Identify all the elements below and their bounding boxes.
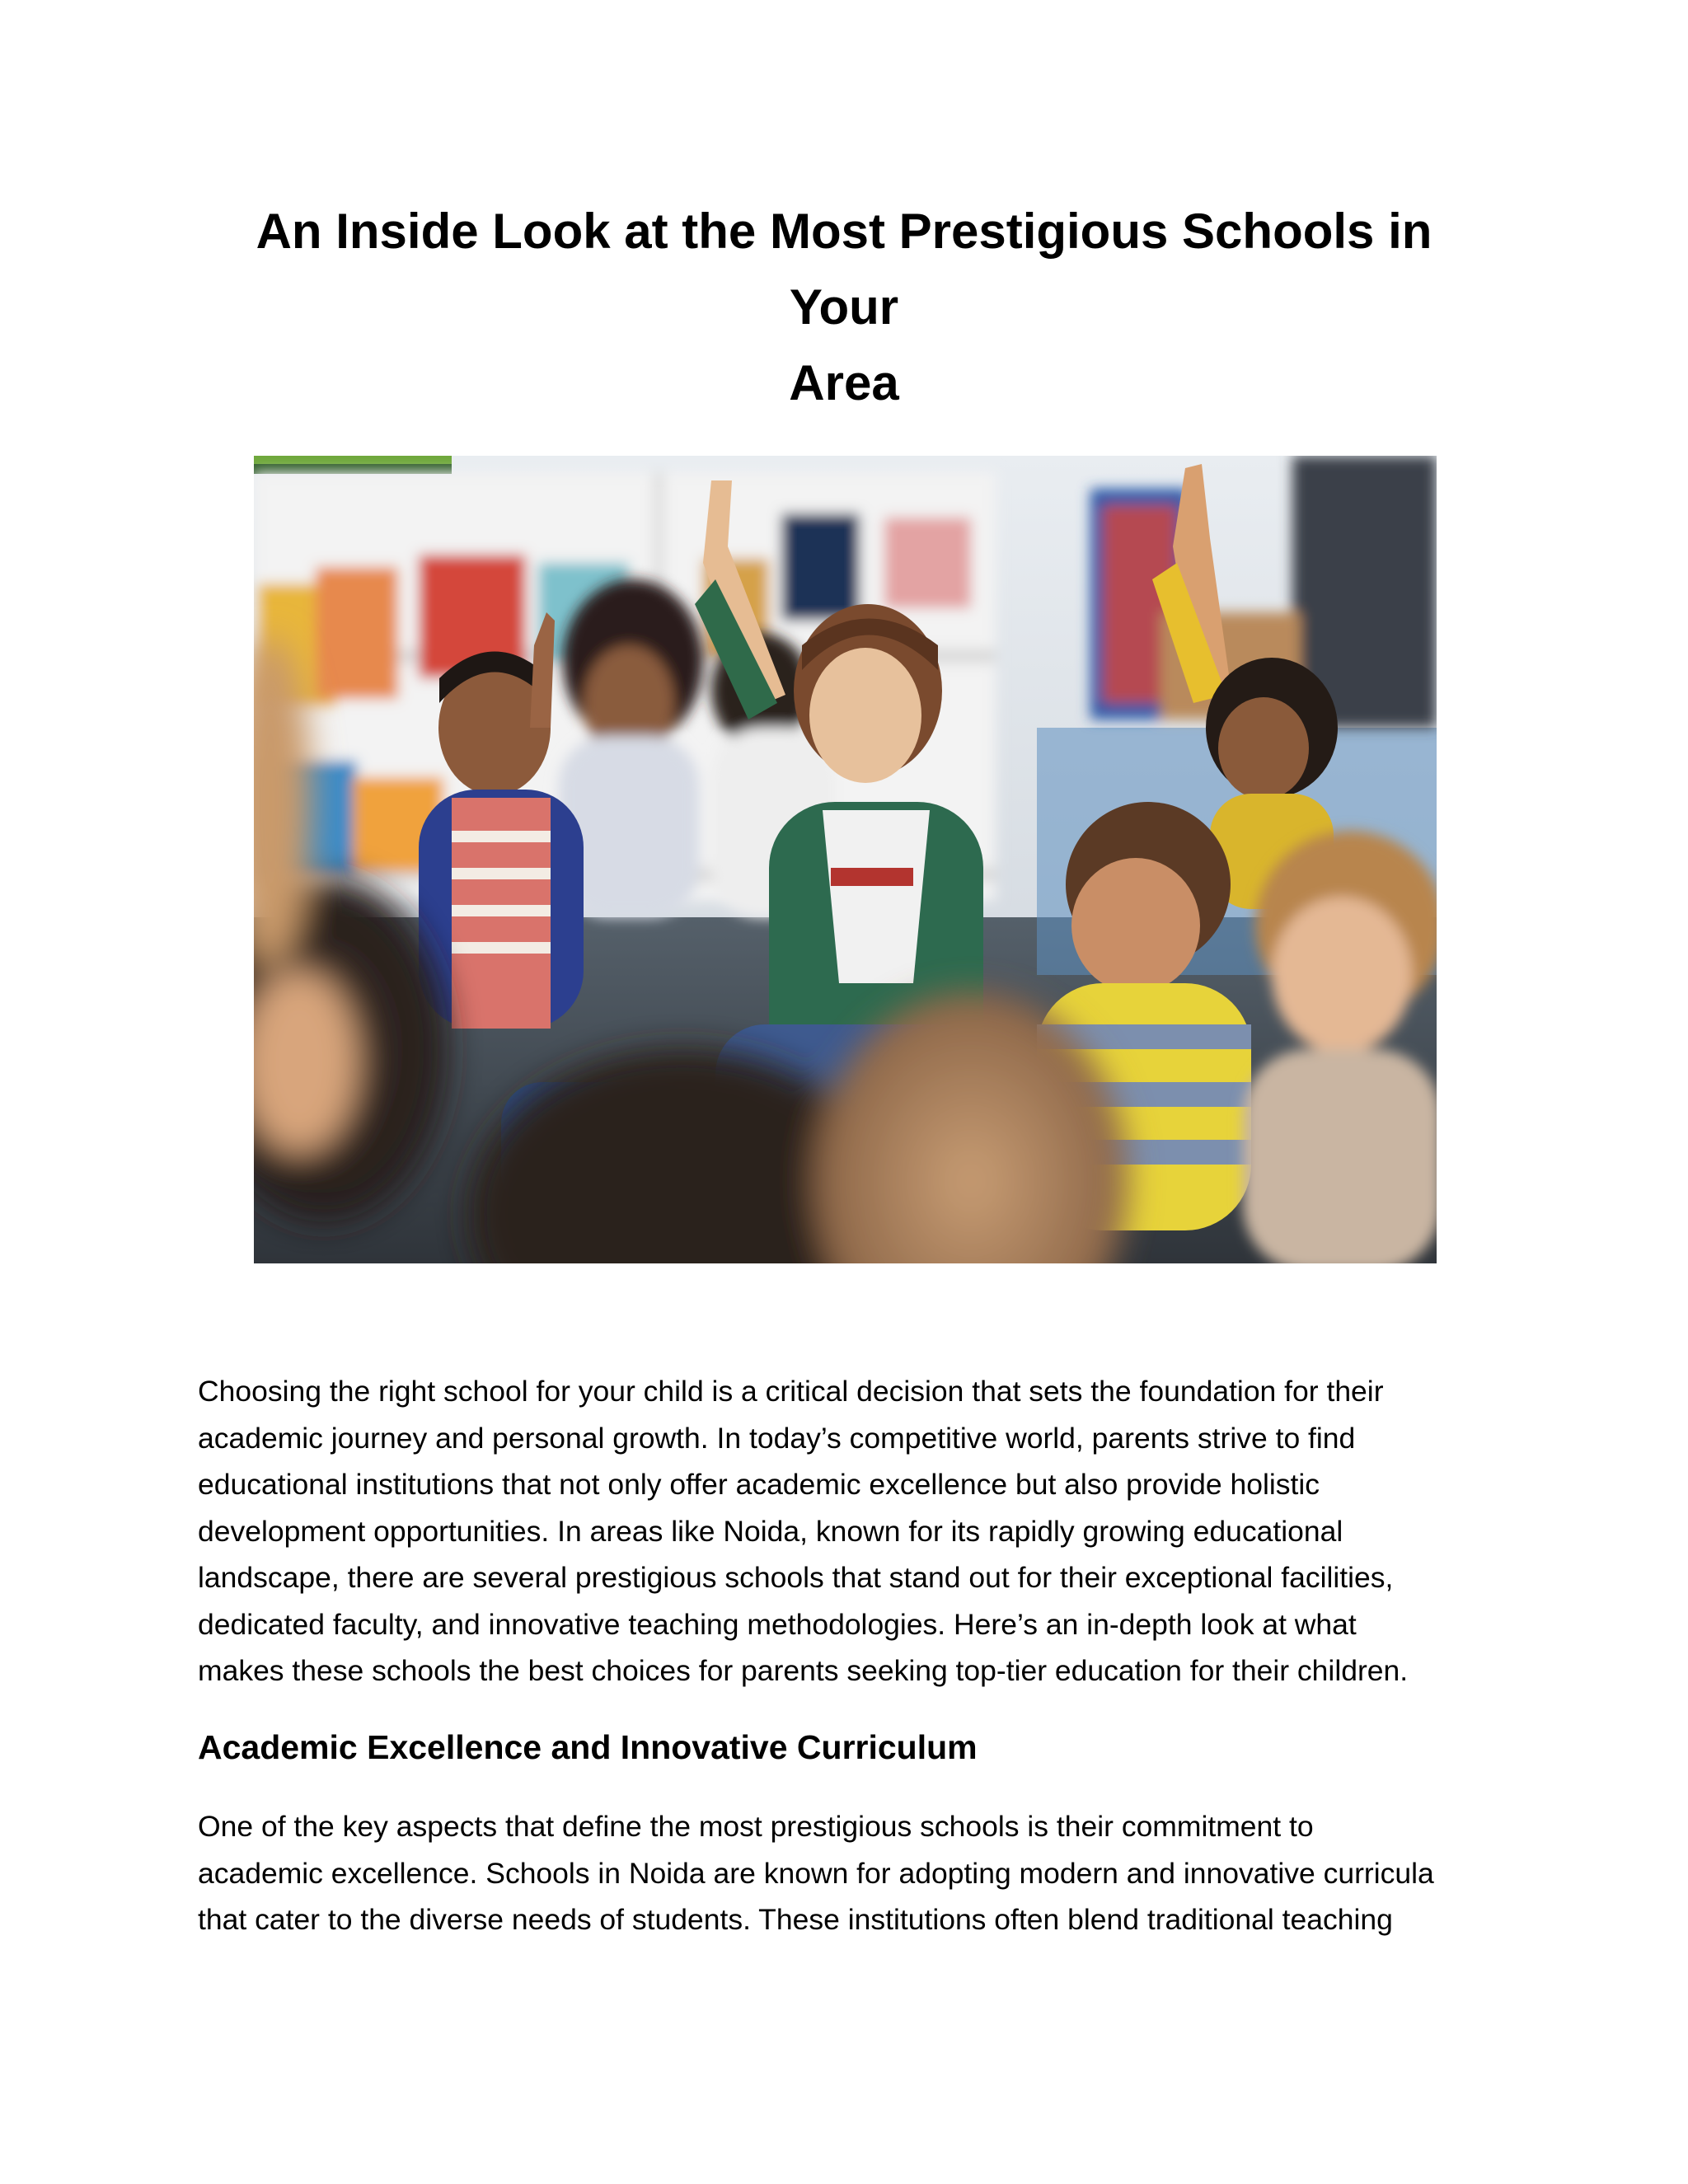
section-paragraph-line: One of the key aspects that define the most prestigious schools is their commitment to	[198, 1810, 1314, 1843]
section-paragraph	[198, 1803, 1492, 1943]
classroom-photo	[254, 456, 1437, 1263]
page-title-line-1: An Inside Look at the Most Prestigious Schools in Your	[256, 204, 1432, 335]
page-title	[198, 194, 1490, 421]
section-heading: Academic Excellence and Innovative Curriculum	[198, 1728, 978, 1766]
section-paragraph-line: that cater to the diverse needs of students. These institutions often blend traditional teaching	[198, 1903, 1393, 1936]
intro-paragraph-line: landscape, there are several prestigious schools that stand out for their exceptional facilities,	[198, 1561, 1394, 1594]
intro-paragraph-line: development opportunities. In areas like Noida, known for its rapidly growing educational	[198, 1514, 1343, 1548]
intro-paragraph-line: Choosing the right school for your child is a critical decision that sets the foundation for their	[198, 1375, 1384, 1408]
intro-paragraph-line: dedicated faculty, and innovative teaching methodologies. Here’s an in-depth look at what	[198, 1607, 1357, 1641]
classroom-photo-illustration	[254, 456, 1437, 1263]
intro-paragraph-line: educational institutions that not only offer academic excellence but also provide holistic	[198, 1468, 1320, 1501]
intro-paragraph-line: makes these schools the best choices for parents seeking top-tier education for their children.	[198, 1654, 1409, 1687]
page-title-line-2: Area	[789, 355, 899, 410]
section-paragraph-line: academic excellence. Schools in Noida are known for adopting modern and innovative curricula	[198, 1856, 1434, 1890]
intro-paragraph-line: academic journey and personal growth. In today’s competitive world, parents strive to find	[198, 1421, 1356, 1455]
intro-paragraph	[198, 1368, 1492, 1694]
